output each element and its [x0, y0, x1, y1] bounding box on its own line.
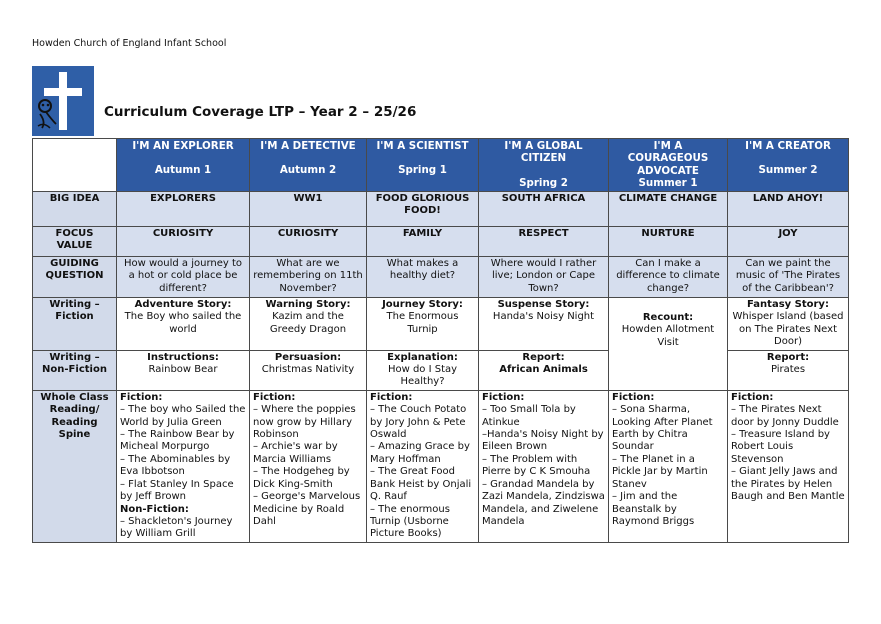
- writing-text: How do I Stay Healthy?: [387, 364, 458, 388]
- reading-label: Whole Class Reading/ Reading Spine: [33, 390, 117, 542]
- big-idea-cell: FOOD GLORIOUS FOOD!: [367, 192, 479, 227]
- writing-text: Handa's Noisy Night: [492, 311, 595, 323]
- focus-value-cell: NURTURE: [609, 227, 728, 257]
- writing-nonfiction-label: Writing – Non-Fiction: [33, 350, 117, 390]
- reading-cell: [367, 390, 479, 542]
- school-name: Howden Church of England Infant School: [32, 38, 227, 49]
- writing-text: Howden Allotment Visit: [621, 324, 715, 348]
- fiction-label: Fiction:: [370, 391, 413, 403]
- writing-text: African Animals: [499, 364, 588, 376]
- reading-cell: [728, 390, 849, 542]
- book-item: – The Abominables by Eva Ibbotson: [120, 453, 231, 478]
- writing-nonfiction-cell: [367, 350, 479, 390]
- book-item: – The Rainbow Bear by Micheal Morpurgo: [120, 429, 235, 453]
- book-item: –Handa's Noisy Night by Eileen Brown: [482, 429, 604, 453]
- book-item: – The Problem with Pierre by C K Smouha: [482, 453, 591, 478]
- big-idea-cell: LAND AHOY!: [728, 192, 849, 227]
- guiding-question-row: [33, 257, 849, 298]
- big-idea-cell: CLIMATE CHANGE: [609, 192, 728, 227]
- focus-value-cell: CURIOSITY: [250, 227, 367, 257]
- writing-fiction-cell: [728, 298, 849, 351]
- guiding-question-cell: How would a journey to a hot or cold place be different?: [117, 257, 250, 298]
- book-item: – The Couch Potato by Jory John & Pete Oswald: [370, 404, 467, 441]
- book-item: – Amazing Grace by Mary Hoffman: [370, 441, 470, 465]
- writing-nonfiction-cell: [728, 350, 849, 390]
- school-crest-cross-icon: [32, 66, 94, 136]
- book-item: – Too Small Tola by Atinkue: [482, 404, 576, 428]
- focus-value-cell: RESPECT: [479, 227, 609, 257]
- writing-type: Fantasy Story:: [747, 299, 829, 310]
- focus-value-label: FOCUS VALUE: [33, 227, 117, 257]
- reading-cell: [250, 390, 367, 542]
- writing-fiction-row: [33, 298, 849, 351]
- writing-type: Report:: [522, 351, 565, 363]
- book-item: – Archie's war by Marcia Williams: [253, 441, 338, 465]
- book-item: – Jim and the Beanstalk by Raymond Briggs: [612, 491, 695, 527]
- guiding-question-cell: What are we remembering on 11th November?: [250, 257, 367, 298]
- fiction-label: Fiction:: [120, 391, 163, 403]
- writing-type: Adventure Story:: [134, 299, 232, 310]
- writing-fiction-label: Writing – Fiction: [33, 298, 117, 351]
- writing-type: Journey Story:: [382, 299, 463, 310]
- guiding-question-cell: Where would I rather live; London or Cape Town?: [479, 257, 609, 298]
- writing-text: Kazim and the Greedy Dragon: [269, 311, 347, 335]
- fiction-label: Fiction:: [482, 391, 525, 403]
- reading-cell: [479, 390, 609, 542]
- book-item: – Sona Sharma, Looking After Planet Earth by Chitra Soundar: [612, 404, 713, 453]
- big-idea-label: BIG IDEA: [33, 192, 117, 227]
- header-row: [33, 139, 849, 192]
- focus-value-cell: FAMILY: [367, 227, 479, 257]
- big-idea-cell: EXPLORERS: [117, 192, 250, 227]
- fiction-label: Fiction:: [731, 391, 774, 403]
- nonfiction-label: Non-Fiction:: [120, 503, 189, 515]
- writing-nonfiction-cell: [117, 350, 250, 390]
- book-item: – Giant Jelly Jaws and the Pirates by Helen Baugh and Ben Mantle: [731, 466, 845, 503]
- writing-fiction-cell: [250, 298, 367, 351]
- writing-text: Pirates: [770, 364, 806, 376]
- focus-value-cell: JOY: [728, 227, 849, 257]
- fiction-label: Fiction:: [253, 391, 296, 403]
- book-item: – The boy who Sailed the World by Julia Green: [120, 404, 246, 428]
- crest-graphic: [32, 66, 94, 136]
- writing-fiction-cell: [117, 298, 250, 351]
- writing-type: Suspense Story:: [497, 299, 590, 310]
- writing-text: Whisper Island (based on The Pirates Next Door): [732, 311, 844, 348]
- writing-text: The Boy who sailed the world: [124, 311, 242, 335]
- book-item: – The Hodgeheg by Dick King-Smith: [253, 466, 350, 490]
- book-item: – The enormous Turnip (Usborne Picture Books): [370, 503, 450, 540]
- book-item: – Treasure Island by Robert Louis Stevenson: [731, 429, 830, 465]
- book-item: – The Pirates Next door by Jonny Duddle: [731, 404, 839, 428]
- header-summer-1: I'M A COURAGEOUS ADVOCATE Summer 1: [609, 139, 728, 192]
- guiding-question-label: GUIDING QUESTION: [33, 257, 117, 298]
- header-spring-2: I'M A GLOBAL CITIZEN Spring 2: [479, 139, 609, 192]
- writing-recount-cell: [609, 298, 728, 391]
- book-item: – The Planet in a Pickle Jar by Martin Stanev: [612, 453, 708, 490]
- writing-type: Instructions:: [147, 351, 219, 363]
- header-autumn-2: I'M A DETECTIVE Autumn 2: [250, 139, 367, 192]
- writing-nonfiction-cell: [479, 350, 609, 390]
- writing-fiction-cell: [367, 298, 479, 351]
- book-item: – Shackleton's Journey by William Grill: [120, 515, 233, 540]
- fiction-label: Fiction:: [612, 391, 655, 403]
- big-idea-cell: SOUTH AFRICA: [479, 192, 609, 227]
- curriculum-table: [32, 138, 849, 543]
- writing-type: Warning Story:: [265, 299, 351, 310]
- big-idea-cell: WW1: [250, 192, 367, 227]
- big-idea-row: [33, 192, 849, 227]
- header-summer-2: I'M A CREATOR Summer 2: [728, 139, 849, 192]
- guiding-question-cell: Can I make a difference to climate change?: [609, 257, 728, 298]
- header-autumn-1: I'M AN EXPLORER Autumn 1: [117, 139, 250, 192]
- writing-type: Recount:: [642, 312, 694, 323]
- focus-value-row: [33, 227, 849, 257]
- writing-type: Explanation:: [387, 351, 458, 363]
- writing-text: The Enormous Turnip: [386, 311, 459, 335]
- writing-nonfiction-cell: [250, 350, 367, 390]
- writing-text: Christmas Nativity: [261, 364, 355, 376]
- book-item: – George's Marvelous Medicine by Roald Dahl: [253, 491, 361, 527]
- book-item: – Where the poppies now grow by Hillary Robinson: [253, 404, 356, 441]
- focus-value-cell: CURIOSITY: [117, 227, 250, 257]
- reading-cell: [609, 390, 728, 542]
- guiding-question-cell: Can we paint the music of 'The Pirates of the Caribbean'?: [728, 257, 849, 298]
- guiding-question-cell: What makes a healthy diet?: [367, 257, 479, 298]
- header-spring-1: I'M A SCIENTIST Spring 1: [367, 139, 479, 192]
- header-blank-cell: [33, 139, 117, 192]
- writing-text: Rainbow Bear: [148, 364, 218, 376]
- writing-type: Persuasion:: [274, 351, 342, 363]
- writing-type: Report:: [766, 351, 810, 363]
- reading-row: [33, 390, 849, 542]
- reading-cell: [117, 390, 250, 542]
- book-item: – Grandad Mandela by Zazi Mandela, Zindziswa Mandela, and Ziwelene Mandela: [482, 478, 605, 527]
- book-item: – Flat Stanley In Space by Jeff Brown: [120, 478, 234, 503]
- writing-fiction-cell: [479, 298, 609, 351]
- page-title: Curriculum Coverage LTP – Year 2 – 25/26: [104, 104, 417, 120]
- book-item: – The Great Food Bank Heist by Onjali Q. Rauf: [370, 466, 472, 503]
